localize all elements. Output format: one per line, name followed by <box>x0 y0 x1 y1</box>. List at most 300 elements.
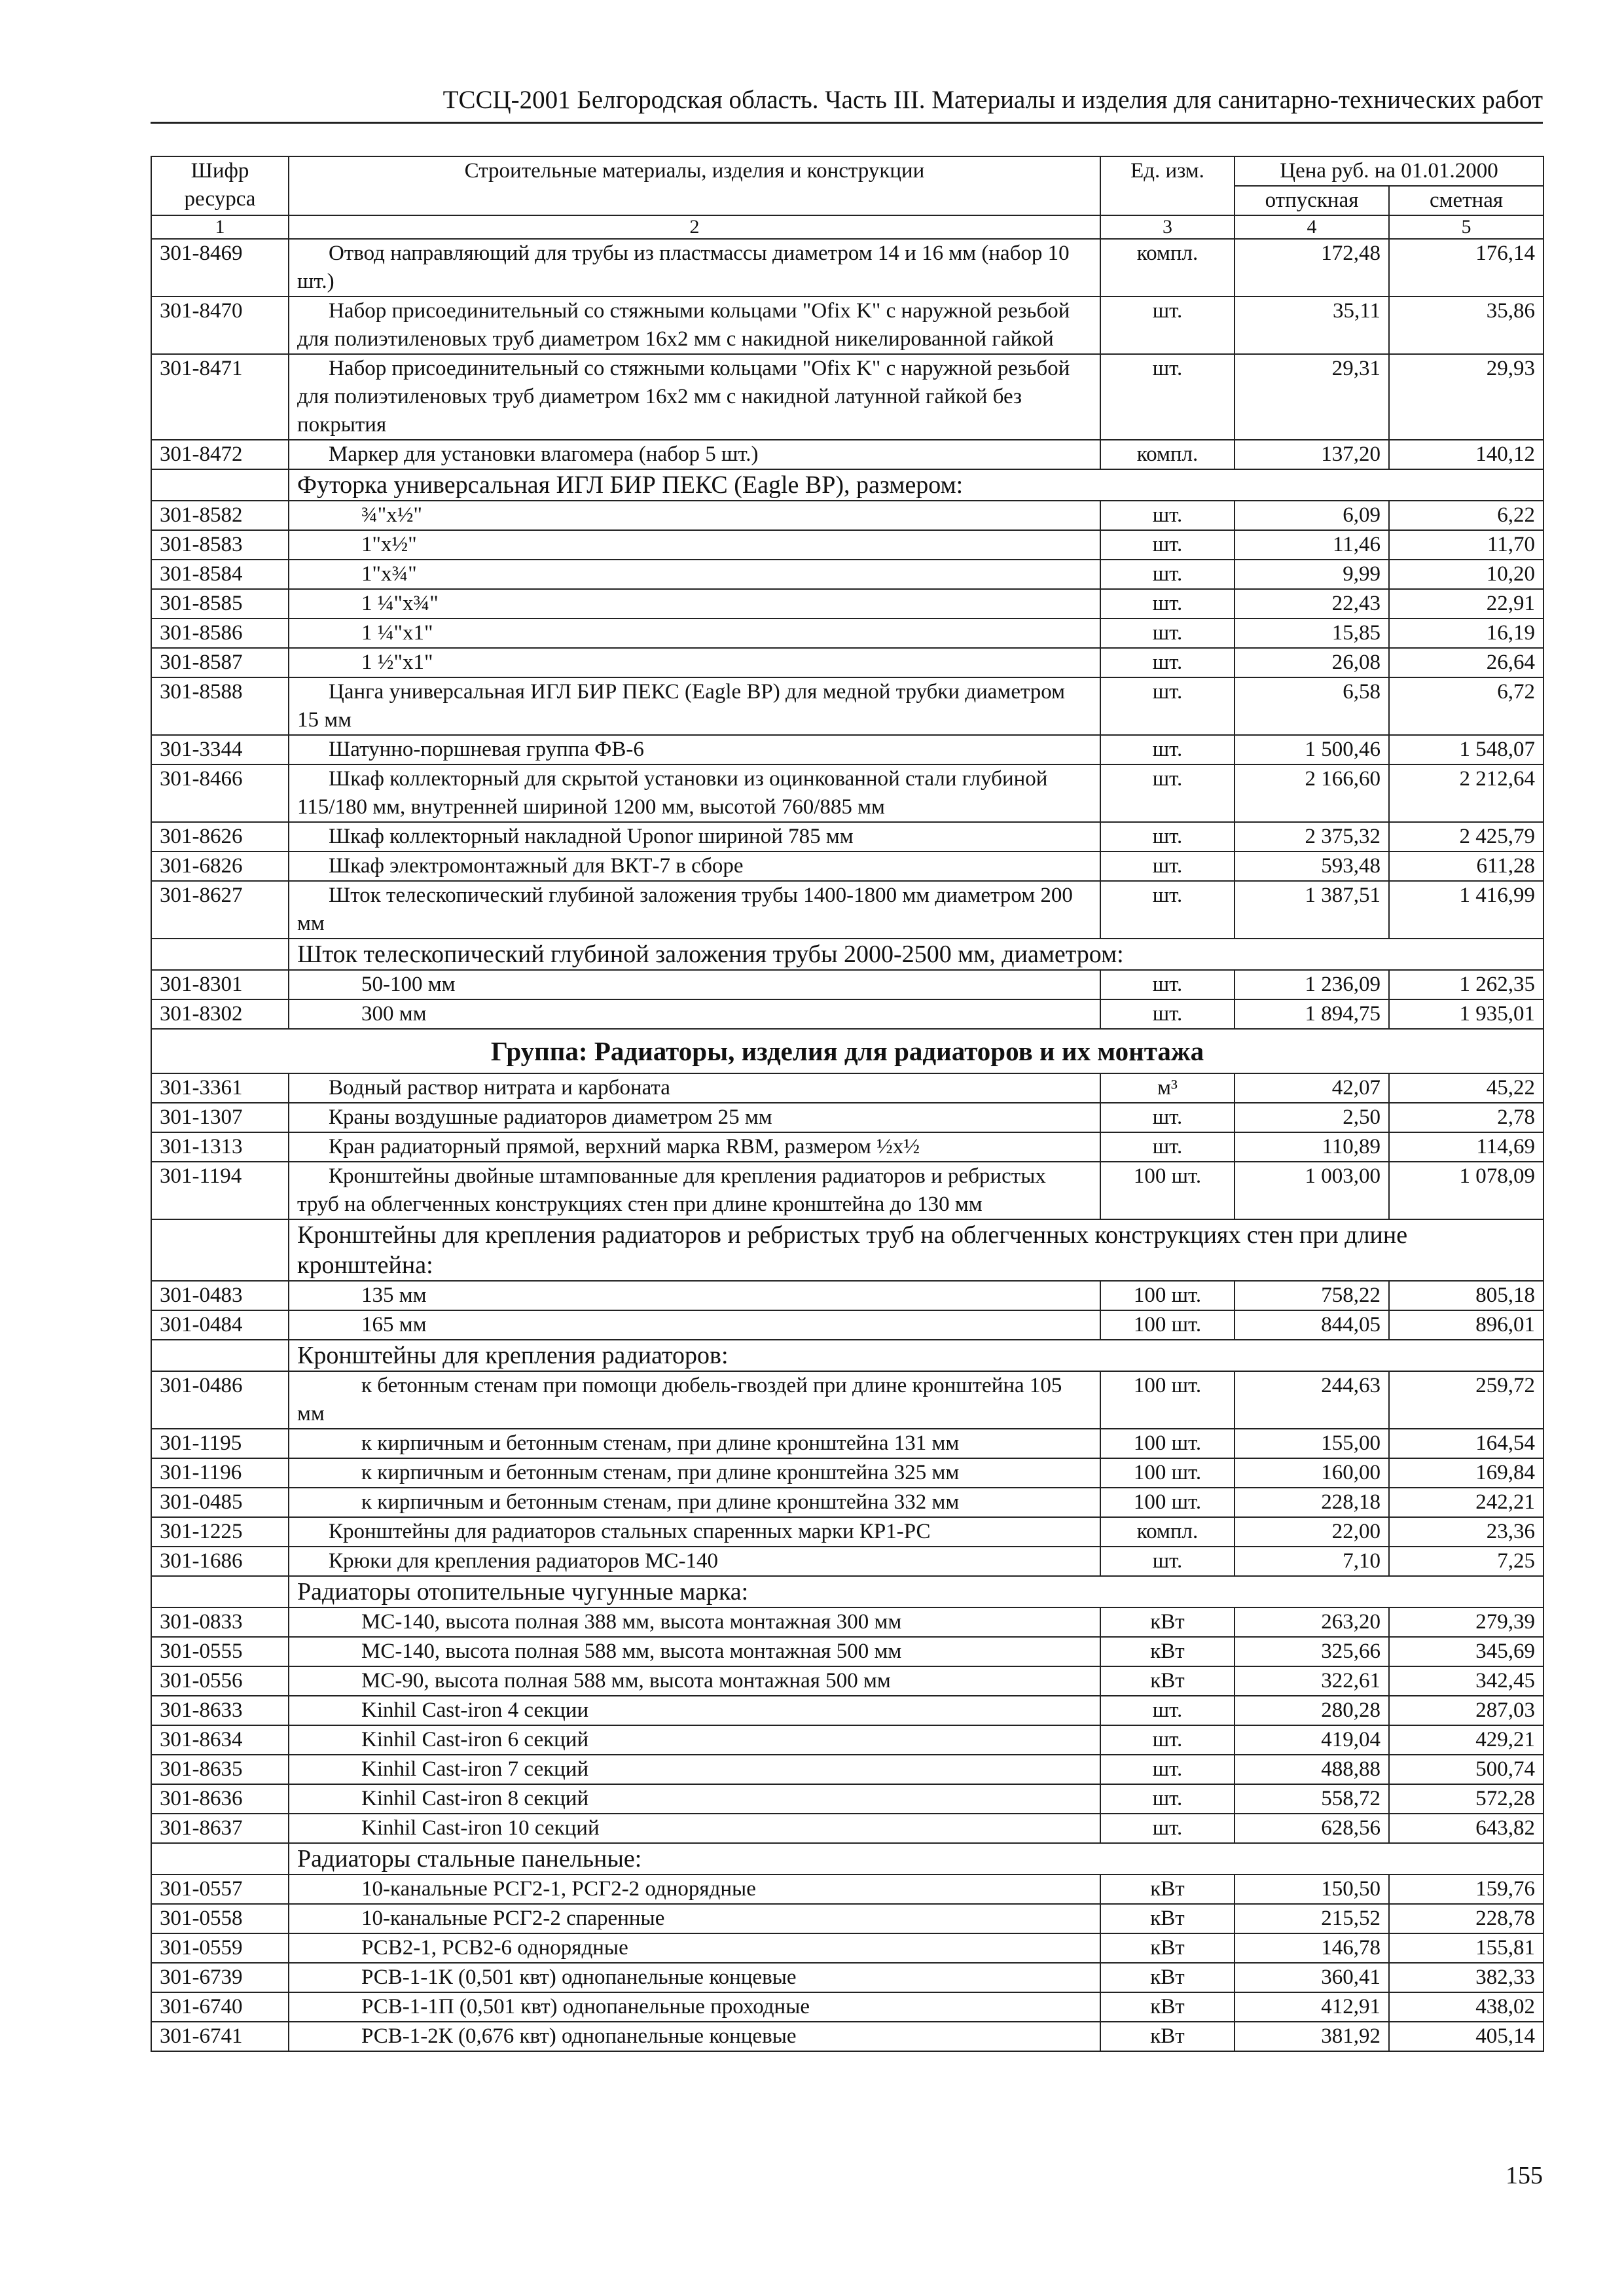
table-row <box>151 999 1543 1029</box>
price-table <box>151 156 1544 2052</box>
unit-of-measure: кВт <box>1100 1666 1235 1696</box>
estimate-price: 896,01 <box>1389 1310 1543 1340</box>
unit-of-measure: кВт <box>1100 1637 1235 1666</box>
unit-of-measure: шт. <box>1100 881 1235 939</box>
release-price: 110,89 <box>1235 1132 1389 1162</box>
estimate-price: 345,69 <box>1389 1637 1543 1666</box>
resource-code: 301-8470 <box>151 296 289 354</box>
release-price: 146,78 <box>1235 1933 1389 1963</box>
release-price: 381,92 <box>1235 2022 1389 2051</box>
estimate-price: 164,54 <box>1389 1429 1543 1458</box>
material-description: Кронштейны двойные штампованные для крепления радиаторов и ребристых труб на облегченных конструкциях стен при длине кронштейна до 130 мм <box>289 1162 1100 1219</box>
material-description: Kinhil Cast-iron 6 секций <box>289 1725 1100 1755</box>
table-row <box>151 1429 1543 1458</box>
estimate-price: 6,22 <box>1389 501 1543 530</box>
table-body <box>151 239 1543 2051</box>
material-description: 50-100 мм <box>289 970 1100 999</box>
table-row <box>151 1992 1543 2022</box>
unit-of-measure: шт. <box>1100 589 1235 619</box>
resource-code: 301-0557 <box>151 1874 289 1904</box>
table-row <box>151 764 1543 822</box>
estimate-price: 242,21 <box>1389 1488 1543 1517</box>
subsection-row <box>151 469 1543 501</box>
table-row <box>151 1607 1543 1637</box>
release-price: 1 500,46 <box>1235 735 1389 764</box>
material-description: Шкаф коллекторный накладной Uponor шириной 785 мм <box>289 822 1100 852</box>
table-row <box>151 1904 1543 1933</box>
unit-of-measure: кВт <box>1100 1874 1235 1904</box>
material-description: 10-канальные РСГ2-1, РСГ2-2 однорядные <box>289 1874 1100 1904</box>
resource-code: 301-8636 <box>151 1784 289 1814</box>
estimate-price: 805,18 <box>1389 1281 1543 1310</box>
resource-code: 301-8626 <box>151 822 289 852</box>
table-row <box>151 1073 1543 1103</box>
header-description: Строительные материалы, изделия и конструкции <box>289 156 1100 215</box>
unit-of-measure: 100 шт. <box>1100 1429 1235 1458</box>
table-row <box>151 1725 1543 1755</box>
resource-code: 301-8302 <box>151 999 289 1029</box>
table-row <box>151 1547 1543 1576</box>
header-unit: Ед. изм. <box>1100 156 1235 215</box>
material-description: ¾"х½" <box>289 501 1100 530</box>
estimate-price: 176,14 <box>1389 239 1543 296</box>
unit-of-measure: 100 шт. <box>1100 1488 1235 1517</box>
material-description: 165 мм <box>289 1310 1100 1340</box>
release-price: 360,41 <box>1235 1963 1389 1992</box>
material-description: Шкаф электромонтажный для ВКТ-7 в сборе <box>289 852 1100 881</box>
table-row <box>151 1281 1543 1310</box>
resource-code: 301-8584 <box>151 560 289 589</box>
table-row <box>151 440 1543 469</box>
material-description: 1"х¾" <box>289 560 1100 589</box>
release-price: 325,66 <box>1235 1637 1389 1666</box>
resource-code: 301-8585 <box>151 589 289 619</box>
unit-of-measure: шт. <box>1100 1755 1235 1784</box>
resource-code: 301-1225 <box>151 1517 289 1547</box>
resource-code: 301-0484 <box>151 1310 289 1340</box>
material-description: МС-90, высота полная 588 мм, высота монтажная 500 мм <box>289 1666 1100 1696</box>
estimate-price: 643,82 <box>1389 1814 1543 1843</box>
resource-code: 301-8588 <box>151 677 289 735</box>
material-description: Водный раствор нитрата и карбоната <box>289 1073 1100 1103</box>
unit-of-measure: 100 шт. <box>1100 1281 1235 1310</box>
estimate-price: 259,72 <box>1389 1371 1543 1429</box>
release-price: 26,08 <box>1235 648 1389 677</box>
unit-of-measure: кВт <box>1100 2022 1235 2051</box>
resource-code: 301-1194 <box>151 1162 289 1219</box>
release-price: 1 236,09 <box>1235 970 1389 999</box>
unit-of-measure: шт. <box>1100 852 1235 881</box>
resource-code: 301-8633 <box>151 1696 289 1725</box>
table-row <box>151 1371 1543 1429</box>
resource-code: 301-8469 <box>151 239 289 296</box>
release-price: 2,50 <box>1235 1103 1389 1132</box>
estimate-price: 287,03 <box>1389 1696 1543 1725</box>
unit-of-measure: компл. <box>1100 1517 1235 1547</box>
release-price: 1 387,51 <box>1235 881 1389 939</box>
table-row <box>151 296 1543 354</box>
empty-code-cell <box>151 1843 289 1874</box>
release-price: 9,99 <box>1235 560 1389 589</box>
table-row <box>151 1488 1543 1517</box>
table-row <box>151 881 1543 939</box>
column-number: 3 <box>1100 215 1235 239</box>
resource-code: 301-6741 <box>151 2022 289 2051</box>
material-description: Цанга универсальная ИГЛ БИР ПЕКС (Eagle BP) для медной трубки диаметром 15 мм <box>289 677 1100 735</box>
empty-code-cell <box>151 469 289 501</box>
unit-of-measure: кВт <box>1100 1607 1235 1637</box>
resource-code: 301-6826 <box>151 852 289 881</box>
unit-of-measure: шт. <box>1100 648 1235 677</box>
material-description: Маркер для установки влагомера (набор 5 шт.) <box>289 440 1100 469</box>
unit-of-measure: компл. <box>1100 440 1235 469</box>
release-price: 244,63 <box>1235 1371 1389 1429</box>
unit-of-measure: м³ <box>1100 1073 1235 1103</box>
material-description: Краны воздушные радиаторов диаметром 25 мм <box>289 1103 1100 1132</box>
estimate-price: 114,69 <box>1389 1132 1543 1162</box>
resource-code: 301-1196 <box>151 1458 289 1488</box>
material-description: Шатунно-поршневая группа ФВ-6 <box>289 735 1100 764</box>
estimate-price: 26,64 <box>1389 648 1543 677</box>
unit-of-measure: шт. <box>1100 1784 1235 1814</box>
release-price: 11,46 <box>1235 530 1389 560</box>
table-row <box>151 852 1543 881</box>
release-price: 22,43 <box>1235 589 1389 619</box>
table-row <box>151 1755 1543 1784</box>
resource-code: 301-6739 <box>151 1963 289 1992</box>
unit-of-measure: кВт <box>1100 1933 1235 1963</box>
estimate-price: 611,28 <box>1389 852 1543 881</box>
release-price: 35,11 <box>1235 296 1389 354</box>
table-row <box>151 1784 1543 1814</box>
release-price: 7,10 <box>1235 1547 1389 1576</box>
release-price: 1 003,00 <box>1235 1162 1389 1219</box>
table-row <box>151 501 1543 530</box>
table-row <box>151 1933 1543 1963</box>
resource-code: 301-8627 <box>151 881 289 939</box>
table-row <box>151 1696 1543 1725</box>
unit-of-measure: шт. <box>1100 764 1235 822</box>
table-row <box>151 1517 1543 1547</box>
unit-of-measure: компл. <box>1100 239 1235 296</box>
empty-code-cell <box>151 1219 289 1281</box>
estimate-price: 1 548,07 <box>1389 735 1543 764</box>
release-price: 844,05 <box>1235 1310 1389 1340</box>
resource-code: 301-1307 <box>151 1103 289 1132</box>
estimate-price: 2,78 <box>1389 1103 1543 1132</box>
resource-code: 301-3361 <box>151 1073 289 1103</box>
page-number: 155 <box>1506 2162 1543 2189</box>
unit-of-measure: кВт <box>1100 1904 1235 1933</box>
subsection-row <box>151 1843 1543 1874</box>
release-price: 22,00 <box>1235 1517 1389 1547</box>
header-release-price: отпускная <box>1235 186 1389 215</box>
resource-code: 301-8582 <box>151 501 289 530</box>
material-description: 1 ½"х1" <box>289 648 1100 677</box>
estimate-price: 342,45 <box>1389 1666 1543 1696</box>
estimate-price: 500,74 <box>1389 1755 1543 1784</box>
release-price: 628,56 <box>1235 1814 1389 1843</box>
unit-of-measure: шт. <box>1100 735 1235 764</box>
table-row <box>151 2022 1543 2051</box>
table-row <box>151 1458 1543 1488</box>
material-description: МС-140, высота полная 388 мм, высота монтажная 300 мм <box>289 1607 1100 1637</box>
page-header <box>151 82 1543 124</box>
unit-of-measure: шт. <box>1100 677 1235 735</box>
unit-of-measure: шт. <box>1100 999 1235 1029</box>
unit-of-measure: 100 шт. <box>1100 1162 1235 1219</box>
resource-code: 301-0556 <box>151 1666 289 1696</box>
resource-code: 301-8472 <box>151 440 289 469</box>
estimate-price: 228,78 <box>1389 1904 1543 1933</box>
table-row <box>151 1103 1543 1132</box>
group-title: Группа: Радиаторы, изделия для радиаторов и их монтажа <box>151 1029 1543 1073</box>
empty-code-cell <box>151 939 289 970</box>
unit-of-measure: кВт <box>1100 1992 1235 2022</box>
unit-of-measure: шт. <box>1100 1132 1235 1162</box>
estimate-price: 140,12 <box>1389 440 1543 469</box>
estimate-price: 572,28 <box>1389 1784 1543 1814</box>
subsection-title: Кронштейны для крепления радиаторов: <box>289 1340 1543 1371</box>
material-description: Набор присоединительный со стяжными кольцами "Ofix K" с наружной резьбой для полиэтиленовых труб диаметром 16х2 мм с накидной латунной гайкой без покрытия <box>289 354 1100 440</box>
estimate-price: 6,72 <box>1389 677 1543 735</box>
estimate-price: 10,20 <box>1389 560 1543 589</box>
resource-code: 301-0559 <box>151 1933 289 1963</box>
table-row <box>151 1310 1543 1340</box>
estimate-price: 22,91 <box>1389 589 1543 619</box>
resource-code: 301-1195 <box>151 1429 289 1458</box>
material-description: 10-канальные РСГ2-2 спаренные <box>289 1904 1100 1933</box>
release-price: 322,61 <box>1235 1666 1389 1696</box>
material-description: Kinhil Cast-iron 10 секций <box>289 1814 1100 1843</box>
resource-code: 301-8587 <box>151 648 289 677</box>
estimate-price: 279,39 <box>1389 1607 1543 1637</box>
estimate-price: 2 425,79 <box>1389 822 1543 852</box>
release-price: 172,48 <box>1235 239 1389 296</box>
release-price: 228,18 <box>1235 1488 1389 1517</box>
release-price: 150,50 <box>1235 1874 1389 1904</box>
release-price: 263,20 <box>1235 1607 1389 1637</box>
release-price: 758,22 <box>1235 1281 1389 1310</box>
material-description: 1 ¼"х1" <box>289 619 1100 648</box>
material-description: Шкаф коллекторный для скрытой установки из оцинкованной стали глубиной 115/180 мм, внутренней шириной 1200 мм, высотой 760/885 мм <box>289 764 1100 822</box>
table-row <box>151 354 1543 440</box>
resource-code: 301-0833 <box>151 1607 289 1637</box>
estimate-price: 155,81 <box>1389 1933 1543 1963</box>
release-price: 2 166,60 <box>1235 764 1389 822</box>
estimate-price: 169,84 <box>1389 1458 1543 1488</box>
table-row <box>151 1666 1543 1696</box>
material-description: МС-140, высота полная 588 мм, высота монтажная 500 мм <box>289 1637 1100 1666</box>
estimate-price: 1 078,09 <box>1389 1162 1543 1219</box>
header-estimate-price: сметная <box>1389 186 1543 215</box>
material-description: к кирпичным и бетонным стенам, при длине кронштейна 332 мм <box>289 1488 1100 1517</box>
resource-code: 301-8586 <box>151 619 289 648</box>
table-row <box>151 560 1543 589</box>
release-price: 137,20 <box>1235 440 1389 469</box>
release-price: 593,48 <box>1235 852 1389 881</box>
material-description: 135 мм <box>289 1281 1100 1310</box>
subsection-row <box>151 1576 1543 1607</box>
resource-code: 301-1313 <box>151 1132 289 1162</box>
release-price: 42,07 <box>1235 1073 1389 1103</box>
unit-of-measure: шт. <box>1100 354 1235 440</box>
material-description: Шток телескопический глубиной заложения трубы 1400-1800 мм диаметром 200 мм <box>289 881 1100 939</box>
table-row <box>151 530 1543 560</box>
unit-of-measure: шт. <box>1100 560 1235 589</box>
header-price: Цена руб. на 01.01.2000 <box>1235 156 1543 186</box>
table-row <box>151 648 1543 677</box>
table-row <box>151 822 1543 852</box>
resource-code: 301-8301 <box>151 970 289 999</box>
table-row <box>151 619 1543 648</box>
estimate-price: 438,02 <box>1389 1992 1543 2022</box>
unit-of-measure: шт. <box>1100 1103 1235 1132</box>
resource-code: 301-0485 <box>151 1488 289 1517</box>
release-price: 6,58 <box>1235 677 1389 735</box>
column-number: 2 <box>289 215 1100 239</box>
material-description: Кронштейны для радиаторов стальных спаренных марки КР1-РС <box>289 1517 1100 1547</box>
column-number: 5 <box>1389 215 1543 239</box>
subsection-title: Кронштейны для крепления радиаторов и ребристых труб на облегченных конструкциях стен при длине кронштейна: <box>289 1219 1543 1281</box>
unit-of-measure: шт. <box>1100 501 1235 530</box>
estimate-price: 7,25 <box>1389 1547 1543 1576</box>
release-price: 488,88 <box>1235 1755 1389 1784</box>
subsection-row <box>151 1219 1543 1281</box>
release-price: 558,72 <box>1235 1784 1389 1814</box>
material-description: Кран радиаторный прямой, верхний марка RBM, размером ½х½ <box>289 1132 1100 1162</box>
unit-of-measure: шт. <box>1100 970 1235 999</box>
resource-code: 301-1686 <box>151 1547 289 1576</box>
empty-code-cell <box>151 1340 289 1371</box>
resource-code: 301-8635 <box>151 1755 289 1784</box>
subsection-title: Радиаторы отопительные чугунные марка: <box>289 1576 1543 1607</box>
resource-code: 301-0483 <box>151 1281 289 1310</box>
resource-code: 301-8471 <box>151 354 289 440</box>
release-price: 160,00 <box>1235 1458 1389 1488</box>
unit-of-measure: шт. <box>1100 530 1235 560</box>
estimate-price: 45,22 <box>1389 1073 1543 1103</box>
release-price: 155,00 <box>1235 1429 1389 1458</box>
resource-code: 301-8583 <box>151 530 289 560</box>
table-row <box>151 1637 1543 1666</box>
material-description: РСВ-1-1К (0,501 квт) однопанельные концевые <box>289 1963 1100 1992</box>
table-row <box>151 589 1543 619</box>
material-description: к кирпичным и бетонным стенам, при длине кронштейна 131 мм <box>289 1429 1100 1458</box>
unit-of-measure: шт. <box>1100 822 1235 852</box>
material-description: к кирпичным и бетонным стенам, при длине кронштейна 325 мм <box>289 1458 1100 1488</box>
estimate-price: 405,14 <box>1389 2022 1543 2051</box>
unit-of-measure: шт. <box>1100 1696 1235 1725</box>
estimate-price: 429,21 <box>1389 1725 1543 1755</box>
table-row <box>151 1963 1543 1992</box>
estimate-price: 1 416,99 <box>1389 881 1543 939</box>
release-price: 15,85 <box>1235 619 1389 648</box>
table-row <box>151 1874 1543 1904</box>
column-number: 1 <box>151 215 289 239</box>
material-description: Отвод направляющий для трубы из пластмассы диаметром 14 и 16 мм (набор 10 шт.) <box>289 239 1100 296</box>
material-description: РСВ2-1, РСВ2-6 однорядные <box>289 1933 1100 1963</box>
release-price: 280,28 <box>1235 1696 1389 1725</box>
release-price: 412,91 <box>1235 1992 1389 2022</box>
estimate-price: 1 935,01 <box>1389 999 1543 1029</box>
estimate-price: 11,70 <box>1389 530 1543 560</box>
material-description: к бетонным стенам при помощи дюбель-гвоздей при длине кронштейна 105 мм <box>289 1371 1100 1429</box>
unit-of-measure: 100 шт. <box>1100 1458 1235 1488</box>
release-price: 215,52 <box>1235 1904 1389 1933</box>
release-price: 419,04 <box>1235 1725 1389 1755</box>
material-description: Набор присоединительный со стяжными кольцами "Ofix K" с наружной резьбой для полиэтиленовых труб диаметром 16х2 мм с накидной никелированной гайкой <box>289 296 1100 354</box>
unit-of-measure: шт. <box>1100 1547 1235 1576</box>
unit-of-measure: шт. <box>1100 1814 1235 1843</box>
resource-code: 301-8634 <box>151 1725 289 1755</box>
unit-of-measure: 100 шт. <box>1100 1310 1235 1340</box>
resource-code: 301-3344 <box>151 735 289 764</box>
material-description: Крюки для крепления радиаторов МС-140 <box>289 1547 1100 1576</box>
subsection-row <box>151 939 1543 970</box>
material-description: Kinhil Cast-iron 4 секции <box>289 1696 1100 1725</box>
estimate-price: 2 212,64 <box>1389 764 1543 822</box>
release-price: 1 894,75 <box>1235 999 1389 1029</box>
estimate-price: 29,93 <box>1389 354 1543 440</box>
empty-code-cell <box>151 1576 289 1607</box>
subsection-title: Футорка универсальная ИГЛ БИР ПЕКС (Eagle BP), размером: <box>289 469 1543 501</box>
subsection-row <box>151 1340 1543 1371</box>
estimate-price: 23,36 <box>1389 1517 1543 1547</box>
release-price: 29,31 <box>1235 354 1389 440</box>
unit-of-measure: шт. <box>1100 619 1235 648</box>
resource-code: 301-8637 <box>151 1814 289 1843</box>
estimate-price: 159,76 <box>1389 1874 1543 1904</box>
estimate-price: 35,86 <box>1389 296 1543 354</box>
column-number: 4 <box>1235 215 1389 239</box>
material-description: 1 ¼"х¾" <box>289 589 1100 619</box>
material-description: РСВ-1-1П (0,501 квт) однопанельные проходные <box>289 1992 1100 2022</box>
table-row <box>151 677 1543 735</box>
material-description: Kinhil Cast-iron 8 секций <box>289 1784 1100 1814</box>
resource-code: 301-0555 <box>151 1637 289 1666</box>
unit-of-measure: кВт <box>1100 1963 1235 1992</box>
header-title: ТССЦ-2001 Белгородская область. Часть III. Материалы и изделия для санитарно-технических работ <box>442 86 1543 114</box>
estimate-price: 16,19 <box>1389 619 1543 648</box>
table-row <box>151 239 1543 296</box>
resource-code: 301-0558 <box>151 1904 289 1933</box>
table-row <box>151 735 1543 764</box>
table-row <box>151 970 1543 999</box>
unit-of-measure: шт. <box>1100 296 1235 354</box>
resource-code: 301-0486 <box>151 1371 289 1429</box>
estimate-price: 1 262,35 <box>1389 970 1543 999</box>
subsection-title: Радиаторы стальные панельные: <box>289 1843 1543 1874</box>
table-row <box>151 1132 1543 1162</box>
estimate-price: 382,33 <box>1389 1963 1543 1992</box>
material-description: 1"х½" <box>289 530 1100 560</box>
material-description: Kinhil Cast-iron 7 секций <box>289 1755 1100 1784</box>
table-row <box>151 1162 1543 1219</box>
group-row <box>151 1029 1543 1073</box>
release-price: 6,09 <box>1235 501 1389 530</box>
release-price: 2 375,32 <box>1235 822 1389 852</box>
header-code: Шифр ресурса <box>151 156 289 215</box>
material-description: РСВ-1-2К (0,676 квт) однопанельные концевые <box>289 2022 1100 2051</box>
material-description: 300 мм <box>289 999 1100 1029</box>
unit-of-measure: 100 шт. <box>1100 1371 1235 1429</box>
resource-code: 301-6740 <box>151 1992 289 2022</box>
resource-code: 301-8466 <box>151 764 289 822</box>
table-row <box>151 1814 1543 1843</box>
unit-of-measure: шт. <box>1100 1725 1235 1755</box>
subsection-title: Шток телескопический глубиной заложения трубы 2000-2500 мм, диаметром: <box>289 939 1543 970</box>
